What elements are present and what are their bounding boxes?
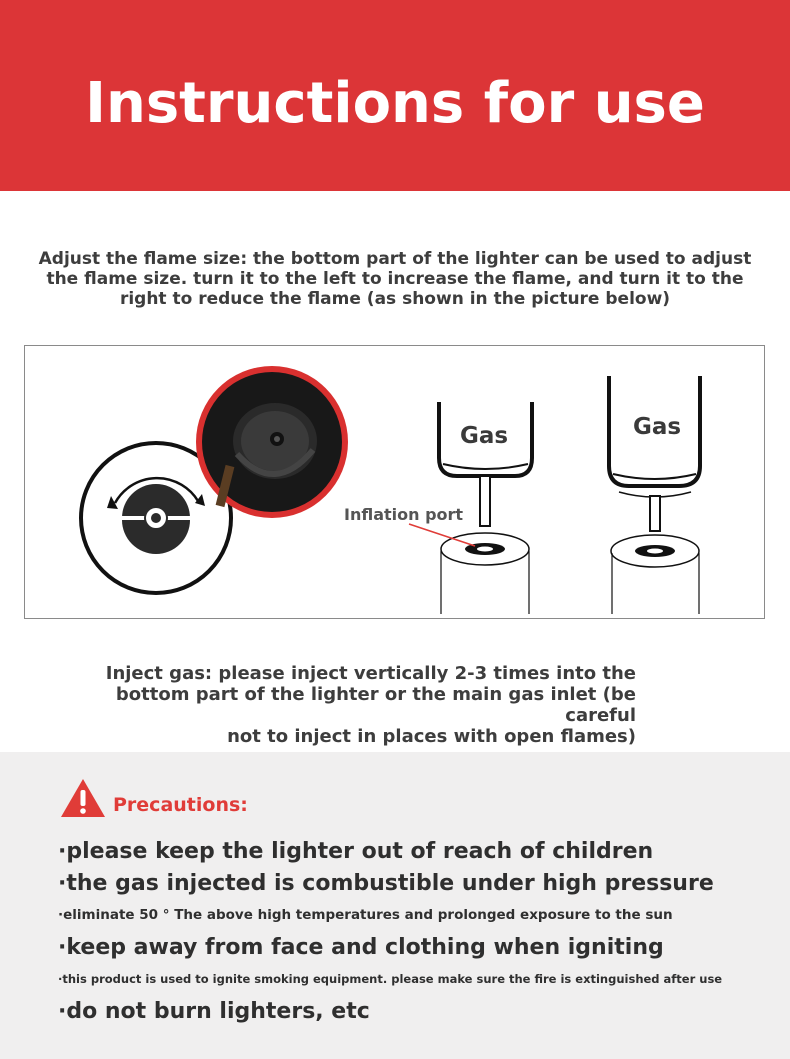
lighter-closeup-photo bbox=[196, 366, 348, 518]
header-banner bbox=[0, 0, 790, 191]
inflation-port-label: Inflation port bbox=[344, 505, 464, 524]
precaution-item: ·eliminate 50 ° The above high temperatures and prolonged exposure to the sun bbox=[58, 907, 673, 923]
inject-line-1: Inject gas: please inject vertically 2-3 times into the bbox=[105, 663, 636, 684]
illustration-box bbox=[24, 345, 765, 619]
illustration bbox=[25, 346, 766, 620]
right-gas-label: Gas bbox=[632, 414, 682, 440]
precautions-title: Precautions: bbox=[113, 794, 248, 816]
flame-adjust-instructions: Adjust the flame size: the bottom part of the lighter can be used to adjust the flame size. turn it to the left to increase the flame, and turn it to the right to reduce the flame (as shown in the picture below) bbox=[38, 249, 752, 309]
inject-line-2: bottom part of the lighter or the main gas inlet (be careful bbox=[115, 684, 636, 726]
precaution-item: ·keep away from face and clothing when igniting bbox=[58, 935, 664, 960]
inject-gas-instructions bbox=[40, 663, 636, 747]
warning-icon bbox=[60, 777, 106, 819]
inject-line-3: not to inject in places with open flames) bbox=[227, 726, 636, 747]
precaution-item: ·do not burn lighters, etc bbox=[58, 999, 370, 1024]
precautions-heading bbox=[60, 776, 248, 820]
precaution-item: ·please keep the lighter out of reach of children bbox=[58, 839, 654, 864]
page-title: Instructions for use bbox=[85, 71, 705, 136]
precaution-item: ·this product is used to ignite smoking equipment. please make sure the fire is extinguished after use bbox=[58, 972, 723, 986]
precaution-item: ·the gas injected is combustible under high pressure bbox=[58, 871, 714, 896]
left-gas-label: Gas bbox=[459, 423, 509, 449]
gas-injection-right bbox=[609, 376, 700, 614]
